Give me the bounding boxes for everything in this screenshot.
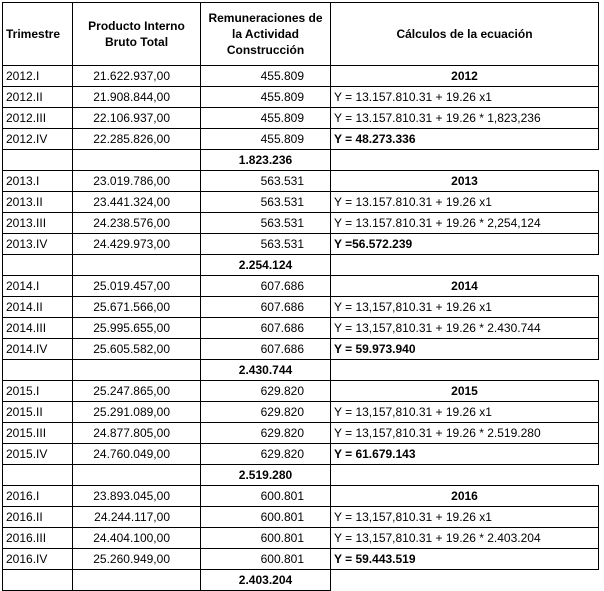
cell-trimestre: 2013.IV (3, 234, 73, 255)
cell-equation: Y = 13,157,810.31 + 19.26 * 2.430.744 (331, 318, 599, 339)
cell-trimestre: 2014.I (3, 276, 73, 297)
total-row (3, 465, 599, 486)
cell-trimestre: 2013.I (3, 171, 73, 192)
cell-remuneraciones: 629.820 (201, 381, 331, 402)
empty-cell (73, 570, 201, 591)
table-row (3, 444, 599, 465)
cell-result: Y = 59.443.519 (331, 549, 599, 570)
table-row (3, 192, 599, 213)
cell-total-remuneraciones: 2.254.124 (201, 255, 331, 276)
cell-equation: Y = 13.157.810.31 + 19.26 x1 (331, 87, 599, 108)
table-row (3, 549, 599, 570)
empty-cell (331, 150, 599, 171)
table-row (3, 171, 599, 192)
data-table (2, 2, 599, 591)
cell-pib: 21.908.844,00 (73, 87, 201, 108)
cell-pib: 23.893.045,00 (73, 486, 201, 507)
cell-pib: 23.441.324,00 (73, 192, 201, 213)
table-row (3, 66, 599, 87)
empty-cell (3, 150, 73, 171)
total-row (3, 150, 599, 171)
cell-equation: Y = 13,157,810.31 + 19.26 x1 (331, 297, 599, 318)
cell-remuneraciones: 607.686 (201, 318, 331, 339)
table-row (3, 423, 599, 444)
table-row (3, 297, 599, 318)
cell-pib: 23.019.786,00 (73, 171, 201, 192)
cell-remuneraciones: 563.531 (201, 213, 331, 234)
cell-remuneraciones: 629.820 (201, 423, 331, 444)
cell-result: Y =56.572.239 (331, 234, 599, 255)
cell-remuneraciones: 455.809 (201, 66, 331, 87)
table-row (3, 213, 599, 234)
cell-trimestre: 2012.I (3, 66, 73, 87)
cell-year-heading: 2012 (331, 66, 599, 87)
cell-pib: 25.671.566,00 (73, 297, 201, 318)
cell-remuneraciones: 607.686 (201, 339, 331, 360)
cell-trimestre: 2015.I (3, 381, 73, 402)
empty-cell (3, 360, 73, 381)
empty-cell (73, 465, 201, 486)
cell-pib: 21.622.937,00 (73, 66, 201, 87)
cell-remuneraciones: 563.531 (201, 192, 331, 213)
cell-equation: Y = 13,157,810.31 + 19.26 * 2.519.280 (331, 423, 599, 444)
cell-total-remuneraciones: 1.823.236 (201, 150, 331, 171)
cell-trimestre: 2015.II (3, 402, 73, 423)
cell-year-heading: 2015 (331, 381, 599, 402)
cell-remuneraciones: 600.801 (201, 528, 331, 549)
cell-result: Y = 61.679.143 (331, 444, 599, 465)
table-row (3, 87, 599, 108)
cell-remuneraciones: 607.686 (201, 276, 331, 297)
total-row (3, 360, 599, 381)
cell-pib: 24.877.805,00 (73, 423, 201, 444)
cell-year-heading: 2016 (331, 486, 599, 507)
empty-cell (3, 465, 73, 486)
data-table-container (2, 2, 599, 591)
cell-pib: 25.019.457,00 (73, 276, 201, 297)
cell-pib: 24.244.117,00 (73, 507, 201, 528)
cell-pib: 22.285.826,00 (73, 129, 201, 150)
cell-total-remuneraciones: 2.403.204 (201, 570, 331, 591)
cell-pib: 24.429.973,00 (73, 234, 201, 255)
table-row (3, 108, 599, 129)
empty-cell (331, 360, 599, 381)
header-trimestre: Trimestre (3, 3, 73, 66)
cell-trimestre: 2016.I (3, 486, 73, 507)
table-row (3, 339, 599, 360)
table-row (3, 129, 599, 150)
cell-pib: 24.238.576,00 (73, 213, 201, 234)
cell-total-remuneraciones: 2.430.744 (201, 360, 331, 381)
table-row (3, 507, 599, 528)
cell-pib: 25.291.089,00 (73, 402, 201, 423)
header-calculos: Cálculos de la ecuación (331, 3, 599, 66)
total-row (3, 570, 599, 591)
cell-equation: Y = 13.157.810.31 + 19.26 * 2,254,124 (331, 213, 599, 234)
cell-result: Y = 59.973.940 (331, 339, 599, 360)
empty-cell (73, 360, 201, 381)
cell-year-heading: 2014 (331, 276, 599, 297)
cell-trimestre: 2012.II (3, 87, 73, 108)
table-row (3, 381, 599, 402)
cell-remuneraciones: 607.686 (201, 297, 331, 318)
cell-year-heading: 2013 (331, 171, 599, 192)
cell-trimestre: 2016.IV (3, 549, 73, 570)
cell-result: Y = 48.273.336 (331, 129, 599, 150)
table-row (3, 318, 599, 339)
cell-remuneraciones: 629.820 (201, 444, 331, 465)
header-pib: Producto Interno Bruto Total (73, 3, 201, 66)
empty-cell (331, 255, 599, 276)
cell-trimestre: 2015.IV (3, 444, 73, 465)
cell-equation: Y = 13,157,810.31 + 19.26 x1 (331, 402, 599, 423)
cell-total-remuneraciones: 2.519.280 (201, 465, 331, 486)
cell-pib: 25.260.949,00 (73, 549, 201, 570)
cell-pib: 25.247.865,00 (73, 381, 201, 402)
cell-pib: 24.404.100,00 (73, 528, 201, 549)
cell-pib: 24.760.049,00 (73, 444, 201, 465)
empty-cell (3, 570, 73, 591)
empty-cell (331, 465, 599, 486)
header-row (3, 3, 599, 66)
cell-trimestre: 2016.III (3, 528, 73, 549)
cell-equation: Y = 13.157.810.31 + 19.26 * 1,823,236 (331, 108, 599, 129)
table-row (3, 486, 599, 507)
cell-equation: Y = 13,157,810.31 + 19.26 * 2.403.204 (331, 528, 599, 549)
cell-remuneraciones: 563.531 (201, 234, 331, 255)
empty-cell (73, 255, 201, 276)
table-body (3, 66, 599, 591)
cell-equation: Y = 13.157.810.31 + 19.26 x1 (331, 192, 599, 213)
cell-remuneraciones: 600.801 (201, 486, 331, 507)
cell-remuneraciones: 455.809 (201, 108, 331, 129)
cell-trimestre: 2013.III (3, 213, 73, 234)
cell-trimestre: 2013.II (3, 192, 73, 213)
cell-remuneraciones: 455.809 (201, 129, 331, 150)
table-row (3, 528, 599, 549)
header-remuneraciones: Remuneraciones de la Actividad Construcción (201, 3, 331, 66)
cell-pib: 22.106.937,00 (73, 108, 201, 129)
cell-trimestre: 2014.IV (3, 339, 73, 360)
cell-remuneraciones: 455.809 (201, 87, 331, 108)
cell-remuneraciones: 563.531 (201, 171, 331, 192)
cell-pib: 25.995.655,00 (73, 318, 201, 339)
cell-trimestre: 2014.III (3, 318, 73, 339)
cell-remuneraciones: 600.801 (201, 507, 331, 528)
cell-pib: 25.605.582,00 (73, 339, 201, 360)
empty-cell (73, 150, 201, 171)
total-row (3, 255, 599, 276)
cell-trimestre: 2012.IV (3, 129, 73, 150)
empty-cell (331, 570, 599, 591)
cell-equation: Y = 13,157,810.31 + 19.26 x1 (331, 507, 599, 528)
cell-trimestre: 2014.II (3, 297, 73, 318)
cell-trimestre: 2016.II (3, 507, 73, 528)
cell-remuneraciones: 629.820 (201, 402, 331, 423)
cell-trimestre: 2015.III (3, 423, 73, 444)
table-row (3, 402, 599, 423)
table-row (3, 276, 599, 297)
empty-cell (3, 255, 73, 276)
table-row (3, 234, 599, 255)
cell-remuneraciones: 600.801 (201, 549, 331, 570)
cell-trimestre: 2012.III (3, 108, 73, 129)
